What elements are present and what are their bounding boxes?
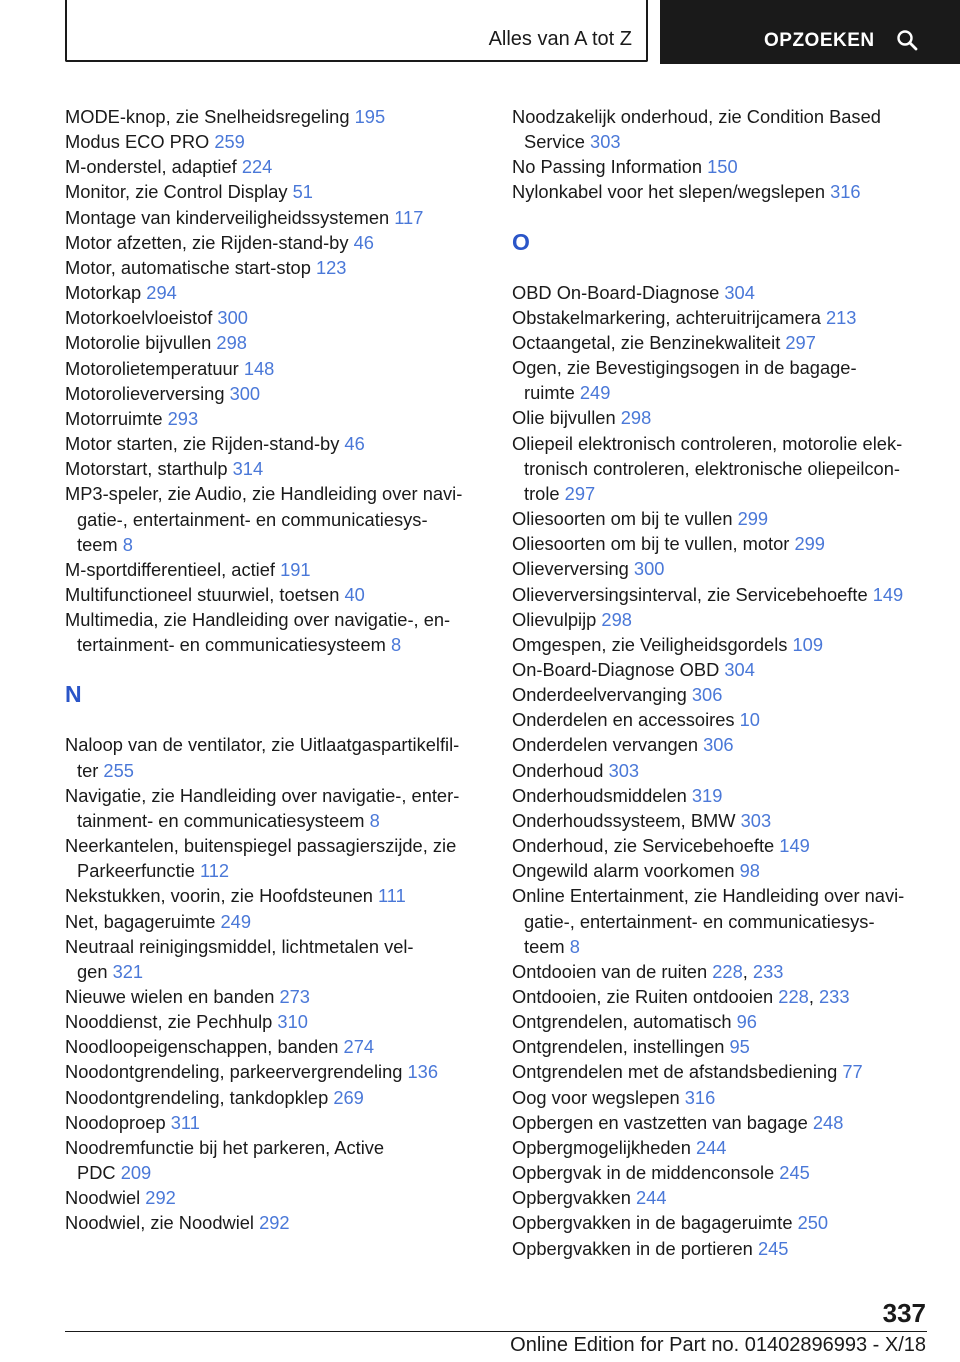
page-link[interactable]: 299 (794, 533, 825, 555)
index-entry (65, 984, 495, 1009)
index-entry (65, 607, 495, 657)
index-entry (512, 1059, 942, 1084)
page-link[interactable]: 273 (279, 986, 310, 1007)
page-link[interactable]: 300 (229, 382, 261, 404)
index-entry-text: Olievulpijp (512, 608, 602, 630)
index-entry-text: Noodzakelijk onderhoud, zie Condition Based (512, 106, 881, 127)
index-entry (65, 909, 495, 934)
index-entry (512, 1085, 942, 1110)
index-entry-text: Opbergvakken in de bagageruimte (512, 1212, 798, 1234)
page-link[interactable]: 136 (407, 1061, 439, 1083)
page-link[interactable]: 244 (695, 1136, 727, 1158)
index-entry-text: Navigatie, zie Handleiding over navigatie-, enter- (65, 784, 460, 806)
index-entry-text: trole (524, 482, 565, 504)
index-entry-text: Ontgrendelen, instellingen (512, 1036, 730, 1058)
page-link[interactable]: 298 (601, 608, 632, 630)
index-entry (512, 607, 942, 632)
index-entry-text: Nieuwe wielen en banden (65, 986, 280, 1007)
index-entry (512, 582, 942, 607)
index-entry (512, 154, 942, 179)
page-link[interactable]: 306 (691, 684, 723, 706)
index-entry (65, 833, 495, 883)
index-entry-text: Naloop van de ventilator, zie Uitlaatgaspartikelfil- (65, 734, 460, 756)
index-entry (512, 104, 942, 154)
page-link[interactable]: 250 (797, 1212, 829, 1234)
page-link[interactable]: 224 (241, 156, 273, 178)
index-entry (512, 707, 942, 732)
page-link[interactable]: 303 (740, 809, 772, 831)
index-entry-text: Opbergmogelijkheden (512, 1136, 696, 1158)
index-entry-text: Motorolieverversing (65, 382, 230, 404)
index-entry-text: Onderdelen vervangen (512, 734, 704, 756)
page-link[interactable]: 255 (103, 759, 134, 781)
index-entry (65, 481, 495, 556)
page-link[interactable]: 298 (620, 407, 652, 429)
index-entry (65, 1085, 495, 1110)
index-entry-text: Multimedia, zie Handleiding over navigatie-, en- (65, 609, 451, 631)
index-entry (65, 582, 495, 607)
index-entry-text: Opbergen en vastzetten van bagage (512, 1111, 813, 1133)
index-entry (512, 984, 942, 1009)
page-link[interactable]: 77 (842, 1061, 863, 1083)
index-entry (512, 657, 942, 682)
index-entry-text: Olieverversingsinterval, zie Servicebehoefte (512, 583, 873, 605)
page-link[interactable]: 304 (724, 658, 755, 680)
index-entry-text: Motorkoelvloeistof (65, 307, 218, 329)
index-entry (512, 758, 942, 783)
index-entry-text: tainment- en communicatiesysteem (77, 809, 370, 831)
index-entry-text: tronisch controleren, elektronische oliepeilcon- (524, 457, 900, 479)
index-entry-text: gen (77, 960, 113, 982)
index-entry-text: Motor, automatische start-stop (65, 256, 316, 278)
page-link[interactable]: 297 (564, 482, 596, 504)
footer-divider (65, 1331, 927, 1332)
index-entry-text: Oog voor wegslepen (512, 1086, 685, 1108)
index-entry-text: Nekstukken, voorin, zie Hoofdsteunen (65, 885, 378, 907)
index-entry-text: Montage van kinderveiligheidssystemen (65, 206, 395, 228)
index-entry (512, 1009, 942, 1034)
index-entry-text: Noodloopeigenschappen, banden (65, 1036, 344, 1058)
index-entry (512, 556, 942, 581)
index-entry-text: tertainment- en communicatiesysteem (77, 634, 391, 656)
page-link[interactable]: 209 (120, 1162, 152, 1184)
index-entry-text: Ontdooien, zie Ruiten ontdooien (512, 986, 779, 1007)
page-link[interactable]: 149 (872, 583, 904, 605)
page-link[interactable]: 269 (333, 1086, 364, 1108)
index-entry (512, 355, 942, 405)
index-entry (65, 205, 495, 230)
index-entry (65, 356, 495, 381)
page-link[interactable]: 300 (633, 558, 665, 580)
index-entry-text: Parkeerfunctie (77, 860, 200, 882)
page-link[interactable]: 233 (752, 960, 784, 982)
index-entry (65, 381, 495, 406)
index-entry (65, 330, 495, 355)
index-entry (512, 959, 942, 984)
index-entry (512, 682, 942, 707)
page-link[interactable]: 300 (217, 307, 248, 329)
index-entry-text: Motorolie bijvullen (65, 332, 217, 354)
page-link[interactable]: 228 (712, 960, 743, 982)
page-link[interactable]: 316 (684, 1086, 716, 1108)
index-entry-text: Nooddienst, zie Pechhulp (65, 1011, 278, 1033)
index-entry-text: Modus ECO PRO (65, 131, 215, 153)
page-link[interactable]: 297 (785, 331, 816, 353)
index-entry-text: Motorstart, starthulp (65, 458, 233, 480)
index-entry-text: Ogen, zie Bevestigingsogen in de bagage- (512, 357, 857, 379)
index-entry-text: Monitor, zie Control Display (65, 181, 293, 203)
index-entry (65, 732, 495, 782)
index-entry-text: teem (77, 533, 123, 555)
index-entry (65, 431, 495, 456)
index-entry-text: ruimte (524, 382, 580, 404)
index-entry-text: OBD On-Board-Diagnose (512, 281, 725, 303)
index-entry (65, 230, 495, 255)
index-entry-text: Neerkantelen, buitenspiegel passagierszijde, zie (65, 835, 457, 857)
page-link[interactable]: 51 (292, 181, 313, 203)
index-entry (512, 506, 942, 531)
page-link[interactable]: 319 (691, 784, 723, 806)
index-entry (512, 330, 942, 355)
index-entry (512, 808, 942, 833)
index-entry-text: Ontdooien van de ruiten (512, 960, 713, 982)
index-entry-text: gatie-, entertainment- en communicatiesys- (77, 508, 428, 530)
index-entry (512, 179, 942, 204)
index-entry (65, 305, 495, 330)
index-entry-text: PDC (77, 1162, 121, 1184)
index-entry-text: Onderhoudsmiddelen (512, 784, 692, 806)
page-link[interactable]: 95 (729, 1036, 750, 1058)
index-entry-text: Noodremfunctie bij het parkeren, Active (65, 1136, 385, 1158)
index-entry (65, 104, 495, 129)
index-entry-text: Opbergvakken in de portieren (512, 1237, 758, 1259)
page-link[interactable]: 292 (259, 1212, 290, 1234)
page-link[interactable]: 150 (707, 156, 738, 178)
index-entry-text: Onderdelen en accessoires (512, 709, 740, 731)
index-entry-text: Net, bagageruimte (65, 910, 221, 932)
search-icon (896, 29, 918, 56)
index-entry-text: Opbergvakken (512, 1187, 636, 1209)
index-entry-text: Ontgrendelen, automatisch (512, 1011, 737, 1033)
index-entry-text: Oliepeil elektronisch controleren, motorolie elek- (512, 432, 903, 454)
search-tab-label: OPZOEKEN (764, 30, 875, 51)
index-entry (65, 783, 495, 833)
section-tab-label: Alles van A tot Z (488, 28, 632, 50)
page-link[interactable]: 123 (315, 256, 347, 278)
index-letter-heading: O (512, 228, 530, 255)
index-column-left (65, 104, 495, 1236)
index-entry (512, 305, 942, 330)
page-number: 337 (882, 1298, 926, 1328)
page-link[interactable]: 213 (825, 306, 857, 328)
index-entry (65, 1210, 495, 1235)
index-entry-text: Onderdeelvervanging (512, 684, 692, 706)
page-link[interactable]: 149 (779, 835, 810, 857)
index-entry (512, 431, 942, 506)
index-entry-text: Olie bijvullen (512, 407, 621, 429)
index-entry-text: Oliesoorten om bij te vullen (512, 508, 738, 530)
page-link[interactable]: 259 (214, 131, 245, 153)
page-link[interactable]: 299 (737, 508, 769, 530)
index-entry-text: M-onderstel, adaptief (65, 156, 242, 178)
page-link[interactable]: 292 (145, 1187, 176, 1209)
page-link[interactable]: 249 (220, 910, 251, 932)
page-link[interactable]: 191 (280, 558, 311, 580)
index-entry (65, 883, 495, 908)
index-entry-text: Oliesoorten om bij te vullen, motor (512, 533, 795, 555)
page-link[interactable]: 96 (736, 1011, 757, 1033)
index-entry-text: Motorruimte (65, 407, 168, 429)
index-entry-text: teem (524, 935, 570, 957)
index-entry-text: Ongewild alarm voorkomen (512, 860, 740, 882)
index-entry-text: Online Entertainment, zie Handleiding over navi- (512, 885, 905, 907)
index-entry-text: Onderhoudssysteem, BMW (512, 809, 741, 831)
index-entry-text: No Passing Information (512, 156, 708, 178)
index-entry (65, 1135, 495, 1185)
index-entry (512, 1210, 942, 1235)
page-link[interactable]: 111 (378, 885, 406, 907)
search-tab[interactable] (660, 0, 960, 64)
page-link[interactable]: 303 (590, 131, 621, 153)
index-entry-text: Onderhoud (512, 759, 609, 781)
page-link[interactable]: 148 (243, 357, 275, 379)
page-link[interactable]: 321 (112, 960, 144, 982)
index-entry-text: Ontgrendelen met de afstandsbediening (512, 1061, 843, 1083)
index-entry (512, 1135, 942, 1160)
index-entry (65, 1009, 495, 1034)
index-entry (512, 632, 942, 657)
index-entry (512, 280, 942, 305)
page-link[interactable]: 228 (778, 986, 809, 1007)
index-column-right (512, 104, 942, 1261)
page-link[interactable]: 310 (277, 1011, 308, 1033)
index-entry (65, 1110, 495, 1135)
page-link[interactable]: 98 (739, 860, 760, 882)
index-entry-text: Opbergvak in de middenconsole (512, 1162, 780, 1184)
page-link[interactable]: 245 (757, 1237, 789, 1259)
page-link[interactable]: 8 (369, 809, 380, 831)
page-link[interactable]: 40 (344, 583, 365, 605)
index-letter-heading: N (65, 681, 82, 708)
index-entry-text: Motor afzetten, zie Rijden-stand-by (65, 231, 354, 253)
index-entry-text: Noodwiel (65, 1187, 146, 1209)
index-entry (65, 154, 495, 179)
page-separator: , (742, 960, 753, 982)
page-separator: , (808, 986, 819, 1007)
page-link[interactable]: 109 (792, 633, 823, 655)
index-entry-text: Motorolietemperatuur (65, 357, 244, 379)
index-entry (512, 1160, 942, 1185)
page-link[interactable]: 294 (146, 282, 177, 304)
section-tab[interactable] (65, 0, 648, 62)
page-link[interactable]: 117 (394, 206, 424, 228)
index-entry (65, 280, 495, 305)
index-entry-text: Noodwiel, zie Noodwiel (65, 1212, 260, 1234)
page-link[interactable]: 316 (830, 181, 861, 203)
page-link[interactable]: 306 (703, 734, 734, 756)
index-entry (512, 405, 942, 430)
page-link[interactable]: 274 (343, 1036, 375, 1058)
index-entry (512, 858, 942, 883)
edition-footer: Online Edition for Part no. 01402896993 - X/18 (510, 1334, 926, 1356)
page-link[interactable]: 248 (812, 1111, 844, 1133)
page-link[interactable]: 10 (739, 709, 760, 731)
index-entry-text: MODE-knop, zie Snelheidsregeling (65, 106, 355, 127)
page-link[interactable]: 311 (170, 1111, 200, 1133)
index-entry-text: Motorkap (65, 282, 147, 304)
page-link[interactable]: 245 (779, 1162, 810, 1184)
page-link[interactable]: 112 (199, 860, 230, 882)
index-entry-text: ter (77, 759, 104, 781)
index-entry (65, 406, 495, 431)
page-link[interactable]: 249 (579, 382, 611, 404)
page-link[interactable]: 298 (216, 332, 247, 354)
page-link[interactable]: 46 (353, 231, 374, 253)
index-entry (512, 783, 942, 808)
page-link[interactable]: 8 (390, 634, 402, 656)
index-entry (65, 1185, 495, 1210)
index-entry (65, 934, 495, 984)
index-entry (65, 129, 495, 154)
index-entry-text: Obstakelmarkering, achteruitrijcamera (512, 306, 826, 328)
page-link[interactable]: 8 (122, 533, 133, 555)
index-entry (512, 1110, 942, 1135)
index-entry (65, 1059, 495, 1084)
index-entry-text: Octaangetal, zie Benzinekwaliteit (512, 331, 786, 353)
index-entry (512, 833, 942, 858)
index-entry (65, 179, 495, 204)
index-entry-text: Nylonkabel voor het slepen/wegslepen (512, 181, 831, 203)
page-link[interactable]: 46 (344, 433, 365, 455)
page-link[interactable]: 314 (232, 458, 264, 480)
index-entry (512, 883, 942, 958)
page-link[interactable]: 244 (635, 1187, 667, 1209)
index-entry-text: Motor starten, zie Rijden-stand-by (65, 433, 345, 455)
index-entry (512, 1185, 942, 1210)
index-entry-text: Noodontgrendeling, tankdopklep (65, 1086, 334, 1108)
page-link[interactable]: 304 (724, 281, 755, 303)
index-entry (65, 1034, 495, 1059)
index-entry (65, 456, 495, 481)
page-link[interactable]: 233 (818, 986, 850, 1007)
index-entry-text: Olieverversing (512, 558, 634, 580)
page-link[interactable]: 303 (608, 759, 640, 781)
index-entry-text: Noodoproep (65, 1111, 171, 1133)
index-entry-text: Onderhoud, zie Servicebehoefte (512, 835, 780, 857)
index-entry (512, 732, 942, 757)
page-link[interactable]: 8 (569, 935, 580, 957)
index-entry-text: On-Board-Diagnose OBD (512, 658, 725, 680)
index-entry-text: MP3-speler, zie Audio, zie Handleiding over navi- (65, 483, 463, 505)
index-entry-text: gatie-, entertainment- en communicatiesys- (524, 910, 875, 932)
index-entry (65, 255, 495, 280)
index-entry (512, 531, 942, 556)
index-entry-text: Service (524, 131, 591, 153)
page-link[interactable]: 293 (167, 407, 199, 429)
index-entry-text: M-sportdifferentieel, actief (65, 558, 281, 580)
page-link[interactable]: 195 (354, 106, 386, 127)
index-entry-text: Multifunctioneel stuurwiel, toetsen (65, 583, 345, 605)
index-entry (512, 1034, 942, 1059)
index-entry-text: Neutraal reinigingsmiddel, lichtmetalen vel- (65, 935, 414, 957)
index-entry-text: Noodontgrendeling, parkeervergrendeling (65, 1061, 408, 1083)
index-entry (65, 557, 495, 582)
index-entry (512, 1236, 942, 1261)
index-entry-text: Omgespen, zie Veiligheidsgordels (512, 633, 793, 655)
